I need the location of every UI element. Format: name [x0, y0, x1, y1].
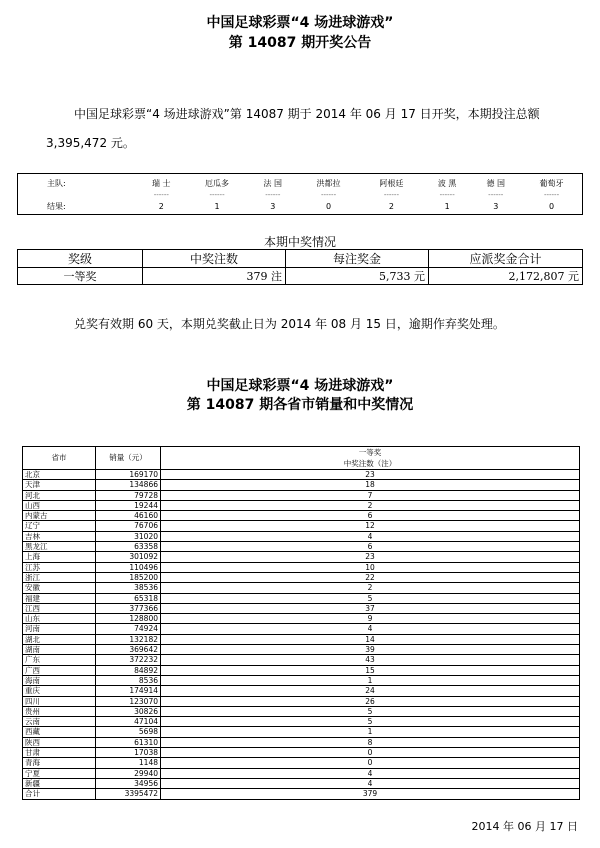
prize-count-cell: 22 — [161, 572, 580, 582]
prize-count-cell: 43 — [161, 655, 580, 665]
province-cell: 河北 — [23, 490, 96, 500]
sales-cell: 3395472 — [96, 789, 161, 799]
col-prize — [161, 447, 580, 470]
match-separator: ------ — [439, 191, 455, 199]
sales-cell: 17038 — [96, 748, 161, 758]
announcement-subtitle: 第 14087 期开奖公告 — [228, 35, 372, 51]
footer-date: 2014 年 06 月 17 日 — [471, 820, 578, 833]
sales-title: 中国足球彩票“4 场进球游戏” — [206, 378, 394, 394]
prize-count-cell: 5 — [161, 706, 580, 716]
match-team: 阿根廷 — [379, 178, 404, 188]
table-row — [23, 572, 580, 582]
table-row — [23, 542, 580, 552]
province-cell: 山西 — [23, 500, 96, 510]
table-row — [23, 603, 580, 613]
sales-cell: 46160 — [96, 511, 161, 521]
sales-cell: 110496 — [96, 562, 161, 572]
match-team: 葡萄牙 — [539, 178, 564, 188]
province-cell: 甘肃 — [23, 748, 96, 758]
match-result: 0 — [548, 202, 555, 212]
table-row — [23, 583, 580, 593]
prize-caption: 本期中奖情况 — [263, 235, 336, 249]
prize-row — [18, 268, 583, 285]
prize-count-cell: 12 — [161, 521, 580, 531]
province-cell: 吉林 — [23, 531, 96, 541]
prize-count-cell: 5 — [161, 593, 580, 603]
table-row — [23, 614, 580, 624]
province-cell: 广西 — [23, 665, 96, 675]
match-result: 2 — [388, 202, 394, 212]
sales-cell: 61310 — [96, 737, 161, 747]
province-cell: 广东 — [23, 655, 96, 665]
prize-count-cell: 14 — [161, 634, 580, 644]
match-separator: ------ — [320, 191, 337, 199]
prize-count-cell: 2 — [161, 583, 580, 593]
sales-cell: 47104 — [96, 717, 161, 727]
sales-cell: 29940 — [96, 768, 161, 778]
match-result: 3 — [270, 202, 276, 212]
prize-count-cell: 6 — [161, 511, 580, 521]
col-province: 省市 — [23, 447, 96, 470]
province-cell: 湖北 — [23, 634, 96, 644]
sales-cell: 84892 — [96, 665, 161, 675]
province-cell: 浙江 — [23, 572, 96, 582]
prize-count-cell: 15 — [161, 665, 580, 675]
match-team: 洪都拉 — [316, 178, 341, 188]
validity-text: 兑奖有效期 60 天，本期兑奖截止日为 2014 年 08 月 15 日，逾期作弃奖处理。 — [74, 317, 505, 331]
col-sales: 销量（元） — [96, 447, 161, 470]
sales-cell: 31020 — [96, 531, 161, 541]
prize-count-cell: 4 — [161, 531, 580, 541]
match-separator: ------ — [543, 191, 560, 199]
table-row — [23, 490, 580, 500]
sales-cell: 369642 — [96, 645, 161, 655]
prize-count-cell: 7 — [161, 490, 580, 500]
sales-cell: 301092 — [96, 552, 161, 562]
sales-cell: 128800 — [96, 614, 161, 624]
prize-count-cell: 4 — [161, 778, 580, 788]
match-result: 0 — [325, 202, 332, 212]
prize-count-cell: 1 — [161, 675, 580, 685]
team-label: 主队: — [47, 178, 66, 188]
table-row — [23, 737, 580, 747]
province-cell: 海南 — [23, 675, 96, 685]
table-row — [23, 727, 580, 737]
province-cell: 上海 — [23, 552, 96, 562]
sales-cell: 76706 — [96, 521, 161, 531]
province-cell: 黑龙江 — [23, 542, 96, 552]
province-cell: 安徽 — [23, 583, 96, 593]
province-cell: 内蒙古 — [23, 511, 96, 521]
province-cell: 江苏 — [23, 562, 96, 572]
table-row — [23, 531, 580, 541]
prize-count-cell: 0 — [161, 748, 580, 758]
announcement-text-line2: 3,395,472 元。 — [46, 136, 135, 150]
table-row — [23, 758, 580, 768]
prize-header-total: 应派奖金合计 — [429, 250, 583, 268]
result-row — [17, 200, 583, 214]
sales-cell: 372232 — [96, 655, 161, 665]
table-row — [23, 521, 580, 531]
sales-cell: 19244 — [96, 500, 161, 510]
province-cell: 合计 — [23, 789, 96, 799]
table-row — [23, 789, 580, 799]
sales-cell: 123070 — [96, 696, 161, 706]
team-row — [17, 176, 583, 190]
result-label: 结果: — [47, 202, 66, 212]
match-result: 3 — [493, 202, 499, 212]
province-cell: 福建 — [23, 593, 96, 603]
table-row — [23, 624, 580, 634]
table-row — [23, 593, 580, 603]
sales-cell: 30826 — [96, 706, 161, 716]
province-sales-table — [22, 446, 580, 800]
sales-cell: 34956 — [96, 778, 161, 788]
prize-total: 2,172,807 元 — [429, 268, 583, 285]
table-row — [23, 480, 580, 490]
prize-count-cell: 10 — [161, 562, 580, 572]
prize-count-cell: 18 — [161, 480, 580, 490]
sales-cell: 65318 — [96, 593, 161, 603]
table-row — [23, 665, 580, 675]
prize-amount: 5,733 元 — [286, 268, 429, 285]
province-cell: 北京 — [23, 470, 96, 480]
province-cell: 天津 — [23, 480, 96, 490]
table-row — [23, 655, 580, 665]
prize-count-cell: 4 — [161, 768, 580, 778]
prize-count: 379 注 — [143, 268, 286, 285]
prize-count-cell: 23 — [161, 470, 580, 480]
match-result: 1 — [444, 202, 450, 212]
prize-count-cell: 4 — [161, 624, 580, 634]
prize-header-count: 中奖注数 — [143, 250, 286, 268]
prize-count-cell: 5 — [161, 717, 580, 727]
province-cell: 西藏 — [23, 727, 96, 737]
sales-cell: 38536 — [96, 583, 161, 593]
sales-cell: 63358 — [96, 542, 161, 552]
prize-count-cell: 37 — [161, 603, 580, 613]
match-team: 波 黑 — [437, 178, 457, 188]
province-cell: 新疆 — [23, 778, 96, 788]
prize-level: 一等奖 — [18, 268, 143, 285]
sales-cell: 134866 — [96, 480, 161, 490]
announcement-text-line1: 中国足球彩票“4 场进球游戏”第 14087 期于 2014 年 06 月 17 日开奖，本期投注总额 — [74, 107, 540, 121]
match-team: 法 国 — [263, 178, 283, 188]
match-team: 德 国 — [486, 178, 506, 188]
prize-count-cell: 6 — [161, 542, 580, 552]
province-cell: 四川 — [23, 696, 96, 706]
match-separator: ------ — [153, 191, 169, 199]
match-separator: ------ — [488, 191, 504, 199]
match-table — [17, 176, 583, 214]
match-team: 厄瓜多 — [205, 178, 230, 188]
prize-count-cell: 379 — [161, 789, 580, 799]
match-result: 2 — [158, 202, 164, 212]
prize-count-cell: 0 — [161, 758, 580, 768]
table-row — [23, 686, 580, 696]
prize-count-cell: 24 — [161, 686, 580, 696]
match-separator: ------ — [209, 191, 225, 199]
table-row — [23, 552, 580, 562]
prize-count-cell: 26 — [161, 696, 580, 706]
province-cell: 宁夏 — [23, 768, 96, 778]
province-cell: 青海 — [23, 758, 96, 768]
province-cell: 辽宁 — [23, 521, 96, 531]
prize-count-cell: 1 — [161, 727, 580, 737]
prize-count-cell: 23 — [161, 552, 580, 562]
province-cell: 江西 — [23, 603, 96, 613]
table-row — [23, 634, 580, 644]
sales-cell: 5698 — [96, 727, 161, 737]
match-team: 瑞 士 — [152, 178, 171, 188]
match-separator: ------ — [383, 191, 399, 199]
prize-header-level: 奖级 — [18, 250, 143, 268]
table-row — [23, 511, 580, 521]
sales-cell: 74924 — [96, 624, 161, 634]
province-cell: 山东 — [23, 614, 96, 624]
prize-count-cell: 39 — [161, 645, 580, 655]
table-row — [23, 675, 580, 685]
separator-row — [17, 190, 583, 200]
sales-subtitle: 第 14087 期各省市销量和中奖情况 — [186, 397, 414, 413]
match-separator: ------ — [265, 191, 281, 199]
table-row — [23, 768, 580, 778]
table-row — [23, 470, 580, 480]
table-row — [23, 696, 580, 706]
table-row — [23, 778, 580, 788]
province-cell: 重庆 — [23, 686, 96, 696]
sales-cell: 185200 — [96, 572, 161, 582]
sales-cell: 79728 — [96, 490, 161, 500]
province-cell: 贵州 — [23, 706, 96, 716]
table-row — [23, 500, 580, 510]
prize-count-cell: 2 — [161, 500, 580, 510]
prize-count-cell: 8 — [161, 737, 580, 747]
sales-cell: 132182 — [96, 634, 161, 644]
table-row — [23, 706, 580, 716]
table-row — [23, 748, 580, 758]
col-prize-line2: 中奖注数（注） — [343, 459, 397, 468]
prize-count-cell: 9 — [161, 614, 580, 624]
sales-cell: 1148 — [96, 758, 161, 768]
col-prize-line1: 一等奖 — [358, 448, 382, 457]
table-row — [23, 645, 580, 655]
province-cell: 陕西 — [23, 737, 96, 747]
table-row — [23, 717, 580, 727]
province-cell: 河南 — [23, 624, 96, 634]
province-cell: 湖南 — [23, 645, 96, 655]
sales-cell: 8536 — [96, 675, 161, 685]
sales-cell: 377366 — [96, 603, 161, 613]
province-cell: 云南 — [23, 717, 96, 727]
table-row — [23, 562, 580, 572]
announcement-title: 中国足球彩票“4 场进球游戏” — [206, 15, 394, 31]
sales-cell: 174914 — [96, 686, 161, 696]
sales-cell: 169170 — [96, 470, 161, 480]
prize-header-amount: 每注奖金 — [286, 250, 429, 268]
match-result: 1 — [214, 202, 220, 212]
prize-table — [17, 249, 583, 285]
